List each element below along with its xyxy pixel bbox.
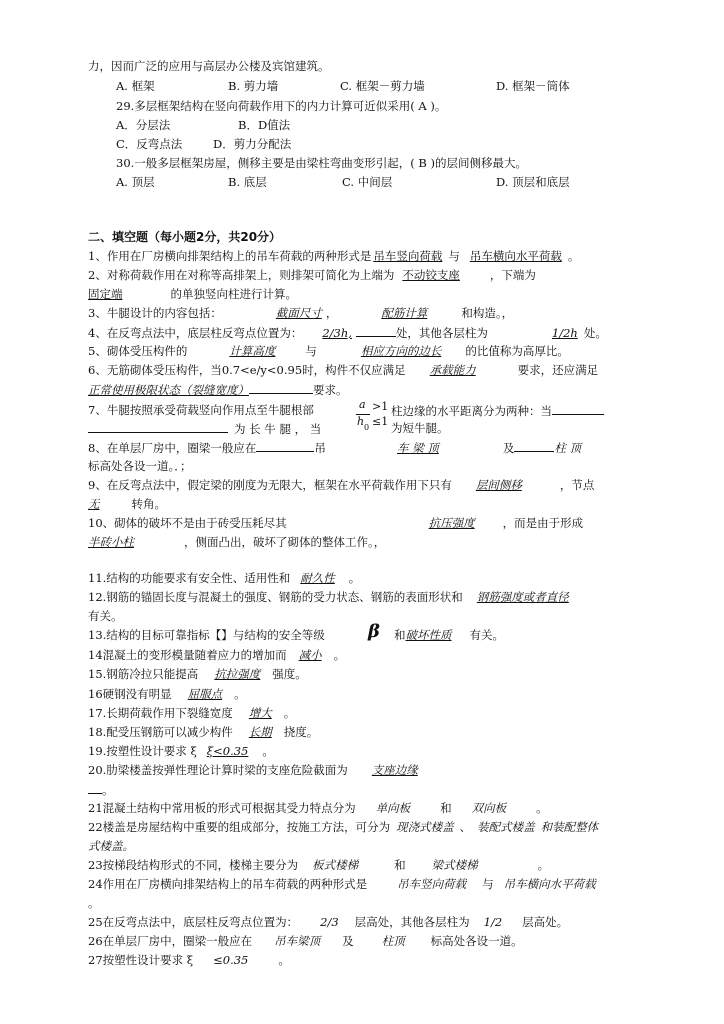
fill-item-4: [88, 324, 607, 341]
fill-item-20-cont: [88, 781, 114, 798]
answer: 和装配整体: [540, 820, 599, 834]
blank: [256, 439, 314, 452]
fill-item-26: [88, 933, 523, 949]
option-d: D. 顶层和底层: [496, 175, 570, 189]
fill-item-24: [88, 876, 596, 892]
answer: 柱 顶: [554, 441, 581, 455]
answer: 单向板: [375, 801, 411, 815]
text: 吊: [314, 441, 326, 455]
fill-item-10: [88, 515, 583, 531]
option-c: C. 框架－剪力墙: [340, 79, 425, 93]
text: 22楼盖是房屋结构中重要的组成部分，按施工方法，可分为: [88, 820, 391, 834]
section-heading: 二、填空题（每小题2分，共20分）: [88, 230, 282, 244]
text: 柱边缘的水平距离分为两种：当: [391, 404, 552, 418]
text: 9、在反弯点法中，假定梁的刚度为无限大，框架在水平荷载作用下只有: [88, 478, 452, 492]
text: 18.配受压钢筋可以减少构件: [88, 725, 233, 739]
answer: 支座边缘: [371, 763, 418, 777]
fill-item-16: [88, 686, 246, 702]
text: 与: [305, 344, 317, 358]
option-a: A. 框架: [116, 79, 155, 93]
fill-item-9: [88, 477, 594, 493]
answer: 装配式楼盖: [477, 820, 535, 834]
answer: 车 梁 顶: [397, 441, 439, 455]
text: 和构造。，: [461, 306, 514, 320]
text: 层高处。: [522, 915, 569, 929]
text: 4、在反弯点法中，底层柱反弯点位置为：: [88, 326, 303, 340]
text: 10、砌体的破坏不是由于砖受压耗尽其: [88, 516, 287, 530]
fill-item-5: [88, 343, 569, 359]
option-c: C．反弯点法: [116, 137, 183, 151]
answer: 破坏性质: [405, 628, 452, 642]
text: 2、对称荷载作用在对称等高排架上，则排架可简化为上端为: [88, 268, 395, 282]
greater-than: >1: [372, 400, 389, 413]
answer: 半砖小柱: [88, 535, 134, 549]
text: 要求，还应满足: [517, 363, 599, 377]
answer: 梁式楼梯: [431, 858, 478, 872]
answer: 2/3: [320, 915, 339, 929]
fill-item-7-cont: [88, 420, 321, 437]
text: 17.长期荷载作用下裂缝宽度: [88, 706, 233, 720]
blank: [249, 381, 313, 394]
fill-item-13: [88, 627, 325, 643]
fill-item-12-cont: 有关。: [88, 609, 123, 623]
fill-item-2-cont: [88, 286, 297, 302]
text: 层高处，其他各层柱为: [354, 915, 470, 929]
answer: 钢筋强度或者直径: [476, 590, 569, 604]
answer: 无: [88, 497, 100, 511]
text: 标高处各设一道。: [430, 934, 523, 948]
text: ，: [325, 306, 338, 320]
option-c: C. 中间层: [342, 175, 393, 189]
text: 。: [536, 801, 548, 815]
question-30: 30.一般多层框架房屋，侧移主要是由梁柱弯曲变形引起，( B )的层间侧移最大。: [116, 156, 528, 170]
text: 7、牛腿按照承受荷载竖向作用点至牛腿根部: [88, 403, 314, 417]
text: 24作用在厂房横向排架结构上的吊车荷载的两种形式是: [88, 877, 368, 891]
answer: 承载能力: [429, 363, 476, 377]
fill-item-13-b: [394, 627, 504, 643]
fill-item-7: [88, 402, 314, 418]
fill-item-22-cont: 式楼盖。: [88, 839, 134, 853]
text: 25在反弯点法中，底层柱反弯点位置为：: [88, 915, 299, 929]
option-d: D. 框架－筒体: [496, 79, 570, 93]
text: 11.结构的功能要求有安全性、适用性和: [88, 571, 291, 585]
text: 。: [262, 744, 274, 758]
fill-item-8-b: [397, 439, 581, 456]
text: 与: [482, 877, 494, 891]
text: 。: [234, 687, 246, 701]
fill-item-7-b: [391, 402, 604, 419]
fill-item-14: [88, 647, 345, 663]
fill-item-21: [88, 800, 548, 816]
answer: 固定端: [88, 287, 123, 301]
blank: [88, 420, 228, 433]
fill-item-15: [88, 666, 307, 682]
option-b: B．D值法: [238, 118, 291, 132]
text: ，下端为: [489, 268, 536, 282]
text: 的单独竖向柱进行计算。: [170, 287, 297, 301]
fill-item-23: [88, 857, 549, 873]
answer: 板式楼梯: [312, 858, 359, 872]
answer: 1/2h: [551, 326, 578, 340]
text: 及: [502, 441, 515, 455]
question-29: 29.多层框架结构在竖向荷载作用下的内力计算可近似采用( A )。: [116, 99, 447, 113]
text: 强度。: [272, 667, 307, 681]
text: 处。: [583, 326, 607, 340]
fill-item-8: [88, 439, 326, 456]
fill-item-1: [88, 248, 579, 264]
text: 和: [394, 858, 406, 872]
text: ，节点: [559, 478, 595, 492]
answer: 减小: [298, 648, 322, 662]
text: 有关。: [469, 628, 504, 642]
blank: [552, 402, 604, 415]
fill-item-24-cont: 。: [88, 896, 100, 910]
text: 26在单层厂房中，圈梁一般应在: [88, 934, 253, 948]
text: 。: [348, 571, 361, 585]
fill-item-3: [88, 305, 513, 321]
text: 19.按塑性设计要求 ξ: [88, 744, 197, 758]
answer: 屈服点: [187, 687, 223, 701]
text: 15.钢筋冷拉只能提高: [88, 667, 199, 681]
option-a: A. 顶层: [116, 175, 155, 189]
text: 。: [283, 706, 296, 720]
text: 为 长 牛 腿 ， 当: [234, 422, 322, 436]
text: 与: [448, 249, 460, 263]
text: 和: [440, 801, 452, 815]
answer: 吊车横向水平荷载: [503, 877, 596, 891]
text: 挠度。: [283, 725, 319, 739]
answer: 1/2: [483, 915, 503, 929]
fill-item-18: [88, 724, 318, 740]
fraction-numerator: a: [359, 398, 366, 411]
answer: ≤0.35: [213, 953, 249, 967]
answer: 吊车横向水平荷载: [469, 249, 562, 263]
blank: [514, 439, 554, 452]
answer: 截面尺寸: [275, 306, 322, 320]
option-d: D．剪力分配法: [213, 137, 292, 151]
text: 。: [567, 249, 580, 263]
text-line: 力，因而广泛的应用与高层办公楼及宾馆建筑。: [88, 59, 330, 73]
fill-item-8-cont: 标高处各设一道。．；: [88, 459, 192, 473]
option-a: A．分层法: [116, 118, 171, 132]
fill-item-9-cont: [88, 496, 166, 512]
fill-item-7-cont-b: 为短牛腿。: [391, 421, 449, 435]
text: 。: [102, 783, 114, 797]
fill-item-17: [88, 705, 295, 721]
text: 及: [342, 934, 354, 948]
text: 3、牛腿设计的内容包括：: [88, 306, 222, 320]
fill-item-22: [88, 819, 598, 835]
option-b: B. 底层: [228, 175, 267, 189]
fraction-subscript: 0: [364, 423, 370, 432]
answer: 正常使用极限状态（裂缝宽度）: [88, 383, 249, 397]
text: 21混凝土结构中常用板的形式可根据其受力特点分为: [88, 801, 356, 815]
text: 和: [394, 628, 406, 642]
answer: 双向板: [471, 801, 507, 815]
fill-item-2: [88, 267, 536, 283]
answer: 抗压强度: [428, 516, 475, 530]
answer: 耐久性: [300, 571, 335, 585]
answer: ξ<0.35: [206, 744, 249, 758]
text: 14混凝土的变形模量随着应力的增加而: [88, 648, 287, 662]
text: 6、无筋砌体受压构件，当0.7<e/y<0.95时，构件不仅应满足: [88, 363, 406, 377]
text: 要求。: [313, 383, 348, 397]
answer: 吊车梁顶: [274, 934, 321, 948]
text: 1、作用在厂房横向排架结构上的吊车荷载的两种形式是: [88, 249, 372, 263]
text: 处，其他各层柱为: [395, 326, 488, 340]
text: 。: [278, 953, 290, 967]
fill-item-19: [88, 743, 274, 759]
fraction-denominator: h: [357, 415, 365, 428]
answer: 层间侧移: [475, 478, 522, 492]
fill-item-6-cont: [88, 381, 348, 398]
answer: 现浇式楼盖: [396, 820, 454, 834]
answer: 抗拉强度: [214, 667, 261, 681]
text: ，而是由于形成: [502, 516, 584, 530]
text: 8、在单层厂房中，圈梁一般应在: [88, 441, 257, 455]
answer: 2/3h,: [322, 326, 352, 340]
text: 13.结构的目标可靠指标【】与结构的安全等级: [88, 628, 325, 642]
text: 的比值称为高厚比。: [465, 344, 569, 358]
fill-item-6: [88, 362, 598, 378]
text: ，侧面凸出，破坏了砌体的整体工作。，: [184, 535, 386, 549]
text: 。: [333, 648, 346, 662]
answer: 增大: [248, 706, 272, 720]
fill-item-10-cont: [88, 534, 385, 550]
answer: 相应方向的边长: [360, 344, 442, 358]
fill-item-20: [88, 762, 420, 778]
answer: 配筋计算: [381, 306, 428, 320]
answer: 长期: [248, 725, 272, 739]
answer: 柱顶: [381, 934, 405, 948]
blank: [88, 781, 102, 794]
less-equal: ≤1: [372, 415, 389, 428]
text: 27按塑性设计要求 ξ: [88, 953, 194, 967]
text: 、: [459, 820, 472, 834]
fill-item-27: [88, 952, 290, 968]
text: 20.肋梁楼盖按弹性理论计算时梁的支座危险截面为: [88, 763, 348, 777]
beta-symbol: β: [368, 621, 380, 642]
text: 5、砌体受压构件的: [88, 344, 188, 358]
text: 16硬钢没有明显: [88, 687, 172, 701]
text: 12.钢筋的锚固长度与混凝土的强度、钢筋的受力状态、钢筋的表面形状和: [88, 590, 463, 604]
option-b: B. 剪力墙: [228, 79, 279, 93]
answer: 不动铰支座: [402, 268, 460, 282]
answer: 吊车竖向荷载: [373, 249, 443, 263]
text: 23按梯段结构形式的不同，楼梯主要分为: [88, 858, 299, 872]
fill-item-12: [88, 589, 569, 605]
blank: [356, 324, 396, 337]
answer: 计算高度: [229, 344, 276, 358]
fill-item-25: [88, 914, 568, 930]
answer: 吊车竖向荷载: [397, 877, 467, 891]
fill-item-11: [88, 570, 360, 586]
text: 。: [537, 858, 550, 872]
text: 转角。: [131, 497, 166, 511]
